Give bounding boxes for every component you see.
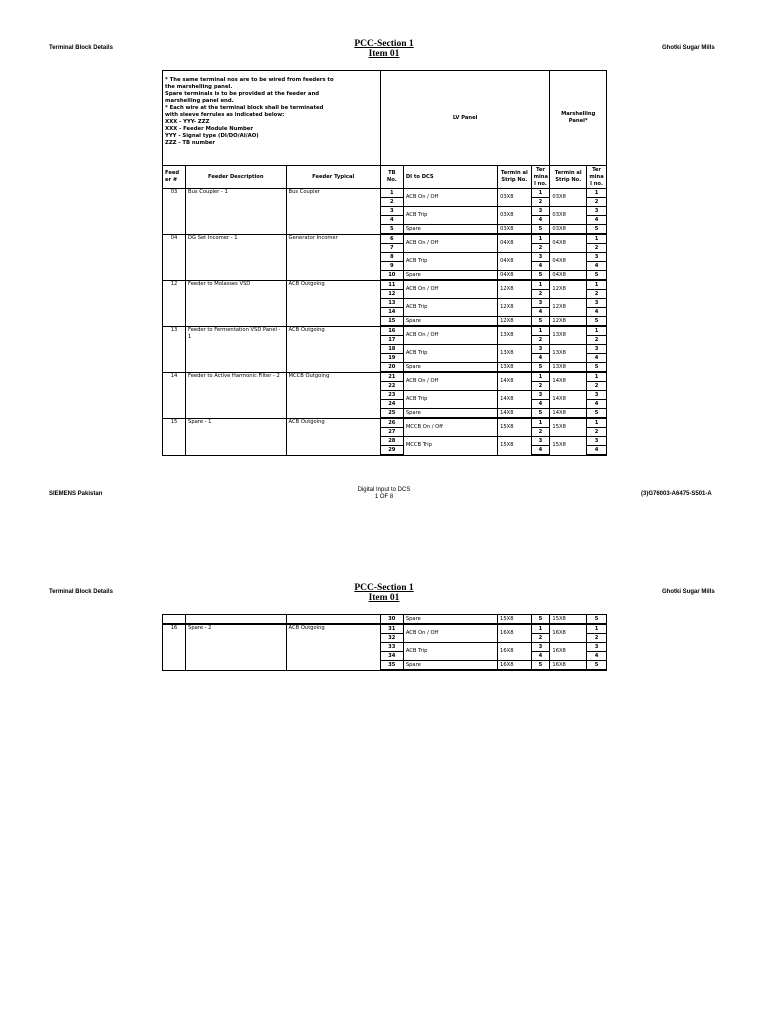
mp-terminal-no: 3 <box>587 207 607 216</box>
mp-terminal-no: 5 <box>587 317 607 327</box>
di-signal: ACB Trip <box>403 207 497 225</box>
note-line: * Each wire at the terminal block shall be terminated <box>165 105 324 111</box>
lv-terminal-strip: 14X8 <box>498 372 532 391</box>
mp-terminal-strip: 12X8 <box>550 280 587 299</box>
mp-terminal-strip: 15X8 <box>550 615 587 625</box>
feeder-typical: Bus Coupler <box>286 189 380 235</box>
terminal-block-table-page2 <box>162 614 607 671</box>
feeder-number: 15 <box>163 418 186 455</box>
lv-terminal-no: 5 <box>531 271 550 281</box>
feeder-number: 13 <box>163 326 186 372</box>
mp-terminal-no: 2 <box>587 634 607 643</box>
page1-title <box>0 39 768 59</box>
di-signal: Spare <box>403 271 497 281</box>
di-signal: MCCB On / Off <box>403 418 497 437</box>
lv-terminal-no: 2 <box>531 634 550 643</box>
lv-terminal-no: 1 <box>531 280 550 290</box>
mp-terminal-no: 4 <box>587 354 607 363</box>
lv-terminal-no: 3 <box>531 299 550 308</box>
mp-terminal-no: 1 <box>587 372 607 382</box>
col-di-to-dcs: DI to DCS <box>403 166 497 189</box>
lv-terminal-strip: 03X8 <box>498 225 532 235</box>
di-signal: ACB Trip <box>403 391 497 409</box>
di-signal: ACB On / Off <box>403 326 497 345</box>
di-signal: Spare <box>403 661 497 671</box>
feeder-description: Feeder to Active Harmonic Filter - 2 <box>186 372 287 418</box>
table-row <box>163 624 607 634</box>
table-row <box>163 615 607 625</box>
page1-footer-page-number: 1 OF 8 <box>374 494 394 500</box>
mp-terminal-strip: 03X8 <box>550 189 587 207</box>
mp-terminal-strip: 13X8 <box>550 326 587 345</box>
lv-terminal-no: 3 <box>531 345 550 354</box>
lv-terminal-no: 1 <box>531 234 550 244</box>
note-line: ZZZ - TB number <box>165 140 215 146</box>
col-terminal-strip-lv: Termin al Strip No. <box>498 166 532 189</box>
lv-terminal-no: 5 <box>531 409 550 419</box>
lv-terminal-strip: 15X8 <box>498 437 532 456</box>
feeder-number: 16 <box>163 624 186 670</box>
lv-terminal-strip: 16X8 <box>498 661 532 671</box>
mp-terminal-no: 4 <box>587 308 607 317</box>
table-row <box>163 189 607 198</box>
lv-terminal-no: 5 <box>531 615 550 625</box>
page1-subtitle-line: Item 01 <box>368 49 400 59</box>
mp-terminal-no: 5 <box>587 615 607 625</box>
mp-terminal-no: 4 <box>587 262 607 271</box>
feeder-typical: ACB Outgoing <box>286 418 380 455</box>
feeder-typical: ACB Outgoing <box>286 280 380 326</box>
col-terminal-no-mp: Ter mina l no. <box>587 166 607 189</box>
tb-number: 10 <box>380 271 403 281</box>
page2-header-right: Ghotki Sugar Mills <box>662 589 715 595</box>
mp-terminal-no: 5 <box>587 271 607 281</box>
tb-number: 14 <box>380 308 403 317</box>
mp-terminal-no: 3 <box>587 253 607 262</box>
lv-terminal-strip: 14X8 <box>498 409 532 419</box>
lv-terminal-strip: 16X8 <box>498 624 532 643</box>
lv-terminal-no: 2 <box>531 336 550 345</box>
notes-cell <box>163 71 381 166</box>
tb-number: 33 <box>380 643 403 652</box>
di-signal: ACB Trip <box>403 253 497 271</box>
col-feeder-description: Feeder Description <box>186 166 287 189</box>
lv-terminal-no: 1 <box>531 372 550 382</box>
lv-terminal-strip: 12X8 <box>498 317 532 327</box>
feeder-typical: ACB Outgoing <box>286 326 380 372</box>
col-terminal-no-lv: Ter mina l no. <box>531 166 550 189</box>
tb-number: 34 <box>380 652 403 661</box>
lv-terminal-no: 1 <box>531 189 550 198</box>
lv-terminal-no: 3 <box>531 391 550 400</box>
lv-terminal-no: 4 <box>531 446 550 456</box>
tb-number: 29 <box>380 446 403 456</box>
mp-terminal-no: 3 <box>587 437 607 446</box>
tb-number: 21 <box>380 372 403 382</box>
lv-terminal-no: 4 <box>531 216 550 225</box>
table-row <box>163 280 607 290</box>
table-body-page1 <box>163 189 607 456</box>
di-signal: MCCB Trip <box>403 437 497 456</box>
page2-subtitle-line: Item 01 <box>368 593 400 603</box>
di-signal: ACB On / Off <box>403 624 497 643</box>
lv-terminal-strip: 12X8 <box>498 280 532 299</box>
mp-terminal-no: 5 <box>587 225 607 235</box>
tb-number: 17 <box>380 336 403 345</box>
tb-number: 27 <box>380 428 403 437</box>
lv-terminal-strip: 13X8 <box>498 363 532 373</box>
feeder-number: 03 <box>163 189 186 235</box>
di-signal: ACB Trip <box>403 345 497 363</box>
page1-footer-doc-title: Digital Input to DCS <box>357 487 411 493</box>
mp-terminal-strip: 04X8 <box>550 271 587 281</box>
lv-terminal-no: 2 <box>531 244 550 253</box>
mp-terminal-no: 3 <box>587 643 607 652</box>
tb-number: 20 <box>380 363 403 373</box>
lv-terminal-no: 3 <box>531 643 550 652</box>
note-line: the marshelling panel. <box>165 84 233 90</box>
di-signal: ACB On / Off <box>403 234 497 253</box>
tb-number: 6 <box>380 234 403 244</box>
feeder-number: 14 <box>163 372 186 418</box>
lv-terminal-strip: 14X8 <box>498 391 532 409</box>
feeder-typical: MCCB Outgoing <box>286 372 380 418</box>
table-body-page2 <box>163 615 607 671</box>
di-signal: ACB Trip <box>403 643 497 661</box>
mp-terminal-no: 2 <box>587 244 607 253</box>
mp-terminal-no: 2 <box>587 428 607 437</box>
note-line: * The same terminal nos are to be wired from feeders to <box>165 77 334 83</box>
lv-terminal-strip: 03X8 <box>498 207 532 225</box>
tb-number: 8 <box>380 253 403 262</box>
lv-terminal-strip: 13X8 <box>498 345 532 363</box>
mp-terminal-no: 1 <box>587 280 607 290</box>
tb-number: 35 <box>380 661 403 671</box>
lv-terminal-no: 1 <box>531 326 550 336</box>
tb-number: 24 <box>380 400 403 409</box>
page2-title-line: PCC-Section 1 <box>354 583 414 593</box>
di-signal: ACB On / Off <box>403 372 497 391</box>
lv-terminal-no: 5 <box>531 225 550 235</box>
mp-terminal-no: 2 <box>587 198 607 207</box>
tb-number: 11 <box>380 280 403 290</box>
tb-number: 26 <box>380 418 403 428</box>
page1-footer-right: (3)G76003-A6475-S501-A <box>641 491 712 497</box>
tb-number: 15 <box>380 317 403 327</box>
tb-number: 30 <box>380 615 403 625</box>
mp-terminal-strip: 15X8 <box>550 437 587 456</box>
feeder-description <box>186 615 287 625</box>
mp-terminal-no: 3 <box>587 299 607 308</box>
lv-terminal-no: 5 <box>531 661 550 671</box>
di-signal: ACB On / Off <box>403 189 497 207</box>
table-row <box>163 418 607 428</box>
notes-list <box>165 77 378 147</box>
page1-header-left: Terminal Block Details <box>49 45 113 51</box>
page1-title-line: PCC-Section 1 <box>354 39 414 49</box>
lv-terminal-strip: 04X8 <box>498 234 532 253</box>
lv-terminal-no: 5 <box>531 317 550 327</box>
lv-terminal-strip: 13X8 <box>498 326 532 345</box>
di-signal: Spare <box>403 615 497 625</box>
page1-header-right: Ghotki Sugar Mills <box>662 45 715 51</box>
mp-terminal-strip: 14X8 <box>550 409 587 419</box>
mp-terminal-no: 1 <box>587 624 607 634</box>
mp-terminal-no: 3 <box>587 345 607 354</box>
mp-terminal-strip: 13X8 <box>550 345 587 363</box>
lv-terminal-no: 4 <box>531 400 550 409</box>
mp-terminal-strip: 03X8 <box>550 207 587 225</box>
tb-number: 5 <box>380 225 403 235</box>
mp-terminal-no: 2 <box>587 382 607 391</box>
lv-terminal-no: 2 <box>531 382 550 391</box>
feeder-description: Feeder to Molasses VSD <box>186 280 287 326</box>
mp-terminal-no: 2 <box>587 336 607 345</box>
lv-panel-header: LV Panel <box>380 71 550 166</box>
lv-terminal-no: 4 <box>531 262 550 271</box>
mp-terminal-no: 4 <box>587 652 607 661</box>
lv-terminal-strip: 12X8 <box>498 299 532 317</box>
mp-terminal-strip: 12X8 <box>550 299 587 317</box>
tb-number: 16 <box>380 326 403 336</box>
mp-terminal-no: 3 <box>587 391 607 400</box>
lv-terminal-strip: 04X8 <box>498 271 532 281</box>
feeder-number: 12 <box>163 280 186 326</box>
lv-terminal-strip: 15X8 <box>498 418 532 437</box>
tb-number: 19 <box>380 354 403 363</box>
mp-terminal-no: 4 <box>587 400 607 409</box>
lv-terminal-no: 5 <box>531 363 550 373</box>
mp-terminal-no: 5 <box>587 409 607 419</box>
mp-terminal-no: 1 <box>587 189 607 198</box>
col-terminal-strip-mp: Termin al Strip No. <box>550 166 587 189</box>
marshelling-panel-header: Marshelling Panel* <box>550 71 607 166</box>
page1-footer-left: SIEMENS Pakistan <box>49 491 103 497</box>
mp-terminal-no: 5 <box>587 363 607 373</box>
note-line: YYY - Signal type (DI/DO/AI/AO) <box>165 133 259 139</box>
tb-number: 13 <box>380 299 403 308</box>
mp-terminal-strip: 14X8 <box>550 391 587 409</box>
lv-terminal-no: 2 <box>531 198 550 207</box>
tb-number: 3 <box>380 207 403 216</box>
mp-terminal-no: 2 <box>587 290 607 299</box>
terminal-block-table-page1 <box>162 70 607 456</box>
page2-header-left: Terminal Block Details <box>49 589 113 595</box>
lv-terminal-no: 1 <box>531 624 550 634</box>
feeder-number: 04 <box>163 234 186 280</box>
mp-terminal-strip: 12X8 <box>550 317 587 327</box>
table-row <box>163 326 607 336</box>
lv-terminal-strip: 15X8 <box>498 615 532 625</box>
lv-terminal-strip: 04X8 <box>498 253 532 271</box>
lv-terminal-strip: 03X8 <box>498 189 532 207</box>
mp-terminal-strip: 16X8 <box>550 661 587 671</box>
lv-terminal-no: 3 <box>531 253 550 262</box>
di-signal: Spare <box>403 317 497 327</box>
tb-number: 2 <box>380 198 403 207</box>
note-line: with sleeve ferrules as indicated below: <box>165 112 285 118</box>
note-line: marshelling panel end. <box>165 98 234 104</box>
mp-terminal-strip: 03X8 <box>550 225 587 235</box>
di-signal: ACB Trip <box>403 299 497 317</box>
mp-terminal-no: 4 <box>587 216 607 225</box>
lv-terminal-no: 3 <box>531 207 550 216</box>
feeder-description: DG Set Incomer - 1 <box>186 234 287 280</box>
page2-title <box>0 583 768 603</box>
col-feeder-no: Feed er # <box>163 166 186 189</box>
di-signal: ACB On / Off <box>403 280 497 299</box>
lv-terminal-no: 4 <box>531 354 550 363</box>
tb-number: 9 <box>380 262 403 271</box>
feeder-description: Bus Coupler - 1 <box>186 189 287 235</box>
table-row <box>163 234 607 244</box>
di-signal: Spare <box>403 225 497 235</box>
feeder-description: Spare - 1 <box>186 418 287 455</box>
tb-number: 23 <box>380 391 403 400</box>
lv-terminal-no: 4 <box>531 308 550 317</box>
lv-terminal-no: 2 <box>531 428 550 437</box>
mp-terminal-strip: 15X8 <box>550 418 587 437</box>
tb-number: 32 <box>380 634 403 643</box>
table-row <box>163 372 607 382</box>
mp-terminal-no: 1 <box>587 234 607 244</box>
tb-number: 18 <box>380 345 403 354</box>
mp-terminal-strip: 16X8 <box>550 643 587 661</box>
mp-terminal-no: 1 <box>587 418 607 428</box>
mp-terminal-strip: 04X8 <box>550 253 587 271</box>
mp-terminal-no: 4 <box>587 446 607 456</box>
lv-terminal-no: 3 <box>531 437 550 446</box>
feeder-description: Spare - 2 <box>186 624 287 670</box>
di-signal: Spare <box>403 363 497 373</box>
note-line: Spare terminals is to be provided at the feeder and <box>165 91 320 97</box>
tb-number: 1 <box>380 189 403 198</box>
col-tb-no: TB No. <box>380 166 403 189</box>
feeder-typical <box>286 615 380 625</box>
tb-number: 12 <box>380 290 403 299</box>
tb-number: 22 <box>380 382 403 391</box>
tb-number: 25 <box>380 409 403 419</box>
mp-terminal-strip: 04X8 <box>550 234 587 253</box>
lv-terminal-no: 4 <box>531 652 550 661</box>
mp-terminal-strip: 13X8 <box>550 363 587 373</box>
lv-terminal-no: 1 <box>531 418 550 428</box>
tb-number: 7 <box>380 244 403 253</box>
col-feeder-typical: Feeder Typical <box>286 166 380 189</box>
feeder-number <box>163 615 186 625</box>
note-line: XXX - YYY- ZZZ <box>165 119 210 125</box>
tb-number: 28 <box>380 437 403 446</box>
tb-number: 31 <box>380 624 403 634</box>
mp-terminal-strip: 16X8 <box>550 624 587 643</box>
feeder-typical: Generator Incomer <box>286 234 380 280</box>
tb-number: 4 <box>380 216 403 225</box>
di-signal: Spare <box>403 409 497 419</box>
mp-terminal-no: 5 <box>587 661 607 671</box>
lv-terminal-no: 2 <box>531 290 550 299</box>
feeder-description: Feeder to Fermentation VSD Panel - 1 <box>186 326 287 372</box>
feeder-typical: ACB Outgoing <box>286 624 380 670</box>
note-line: XXX - Feeder Module Number <box>165 126 254 132</box>
mp-terminal-strip: 14X8 <box>550 372 587 391</box>
lv-terminal-strip: 16X8 <box>498 643 532 661</box>
mp-terminal-no: 1 <box>587 326 607 336</box>
